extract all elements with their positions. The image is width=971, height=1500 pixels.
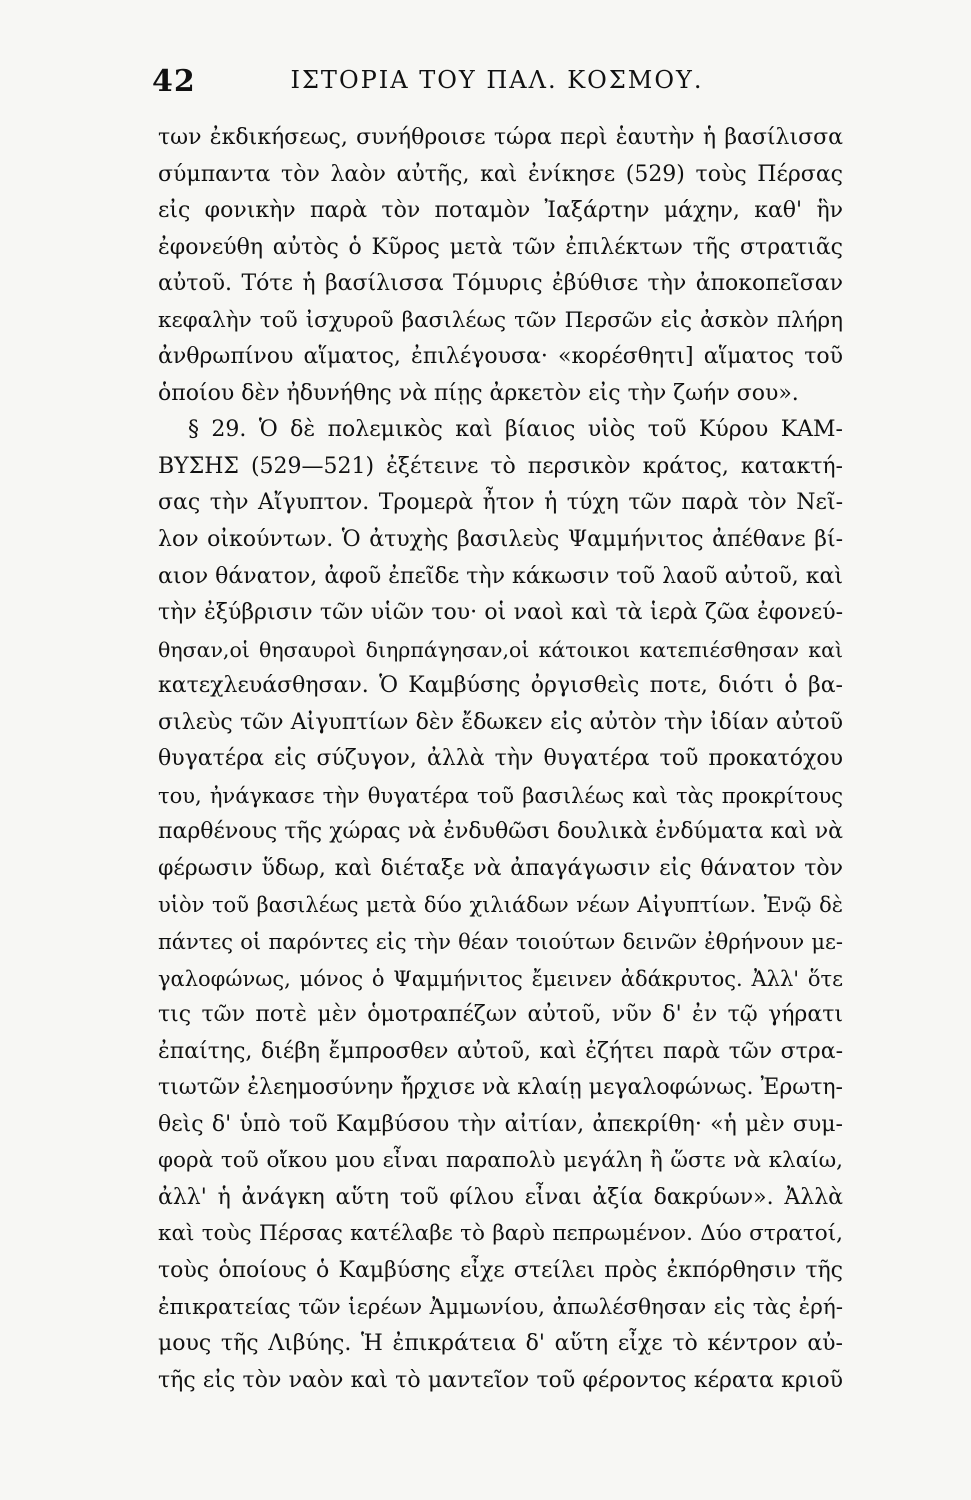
- text-line: εἰς φονικὴν παρὰ τὸν ποταμὸν Ἰαξάρτην μάχην, καθ' ἣν: [158, 198, 843, 224]
- text-line: τις τῶν ποτὲ μὲν ὁμοτραπέζων αὐτοῦ, νῦν δ' ἐν τῷ γήρατι: [158, 1002, 843, 1028]
- text-line: τῆς εἰς τὸν ναὸν καὶ τὸ μαντεῖον τοῦ φέροντος κέρατα κριοῦ: [158, 1367, 843, 1393]
- text-line: κεφαλὴν τοῦ ἰσχυροῦ βασιλέως τῶν Περσῶν εἰς ἀσκὸν πλήρη: [158, 307, 843, 333]
- text-line: τοὺς ὁποίους ὁ Καμβύσης εἶχε στείλει πρὸς ἐκπόρθησιν τῆς: [158, 1257, 843, 1283]
- text-line: ὁποίου δὲν ἠδυνήθης νὰ πίῃς ἀρκετὸν εἰς τὴν ζωήν σου».: [158, 380, 799, 406]
- text-line: ἐπαίτης, διέβη ἔμπροσθεν αὐτοῦ, καὶ ἐζήτει παρὰ τῶν στρα-: [158, 1038, 843, 1064]
- text-line: σας τὴν Αἴγυπτον. Τρομερὰ ἦτον ἡ τύχη τῶν παρὰ τὸν Νεῖ-: [158, 490, 843, 516]
- text-line: ΒΥΣΗΣ (529—521) ἐξέτεινε τὸ περσικὸν κράτος, κατακτή-: [158, 453, 843, 479]
- section-heading-line: § 29. Ὁ δὲ πολεμικὸς καὶ βίαιος υἱὸς τοῦ Κύρου ΚΑΜ-: [188, 417, 843, 443]
- page-header: [152, 64, 842, 104]
- text-line: αὐτοῦ. Τότε ἡ βασίλισσα Τόμυρις ἐβύθισε τὴν ἀποκοπεῖσαν: [158, 271, 843, 297]
- running-title: ΙΣΤΟΡΙΑ ΤΟΥ ΠΑΛ. ΚΟΣΜΟΥ.: [290, 66, 704, 94]
- text-line: θεὶς δ' ὑπὸ τοῦ Καμβύσου τὴν αἰτίαν, ἀπεκρίθη· «ἡ μὲν συμ-: [158, 1111, 843, 1137]
- text-line: τιωτῶν ἐλεημοσύνην ἤρχισε νὰ κλαίῃ μεγαλοφώνως. Ἐρωτη-: [158, 1075, 843, 1101]
- text-line: ἐφονεύθη αὐτὸς ὁ Κῦρος μετὰ τῶν ἐπιλέκτων τῆς στρατιᾶς: [158, 234, 843, 260]
- text-line: του, ἠνάγκασε τὴν θυγατέρα τοῦ βασιλέως καὶ τὰς προκρίτους: [158, 783, 843, 808]
- text-line: σύμπαντα τὸν λαὸν αὐτῆς, καὶ ἐνίκησε (529) τοὺς Πέρσας: [158, 161, 843, 187]
- text-line: λον οἰκούντων. Ὁ ἀτυχὴς βασιλεὺς Ψαμμήνιτος ἀπέθανε βί-: [158, 527, 843, 553]
- text-line: θησαν,οἱ θησαυροὶ διηρπάγησαν,οἱ κάτοικοι κατεπιέσθησαν καὶ: [158, 637, 843, 662]
- text-line: ἀνθρωπίνου αἵματος, ἐπιλέγουσα· «κορέσθητι] αἵματος τοῦ: [158, 344, 843, 370]
- text-line: φέρωσιν ὕδωρ, καὶ διέταξε νὰ ἀπαγάγωσιν εἰς θάνατον τὸν: [158, 855, 843, 881]
- text-line: ἐπικρατείας τῶν ἱερέων Ἀμμωνίου, ἀπωλέσθησαν εἰς τὰς ἐρή-: [158, 1294, 843, 1320]
- text-line: κατεχλευάσθησαν. Ὁ Καμβύσης ὀργισθεὶς ποτε, διότι ὁ βα-: [158, 673, 843, 699]
- text-line: υἱὸν τοῦ βασιλέως μετὰ δύο χιλιάδων νέων Αἰγυπτίων. Ἐνῷ δὲ: [158, 893, 843, 918]
- text-line: των ἐκδικήσεως, συνήθροισε τώρα περὶ ἑαυτὴν ἡ βασίλισσα: [158, 125, 843, 150]
- text-line: σιλεὺς τῶν Αἰγυπτίων δὲν ἔδωκεν εἰς αὐτὸν τὴν ἰδίαν αὐτοῦ: [158, 709, 843, 735]
- text-line: παρθένους τῆς χώρας νὰ ἐνδυθῶσι δουλικὰ ἐνδύματα καὶ νὰ: [158, 819, 843, 845]
- text-line: ἀλλ' ἡ ἀνάγκη αὕτη τοῦ φίλου εἶναι ἀξία δακρύων». Ἀλλὰ: [158, 1184, 843, 1210]
- text-line: φορὰ τοῦ οἴκου μου εἶναι παραπολὺ μεγάλη ἢ ὥστε νὰ κλαίω,: [158, 1148, 843, 1174]
- text-line: γαλοφώνως, μόνος ὁ Ψαμμήνιτος ἔμεινεν ἀδάκρυτος. Ἀλλ' ὅτε: [158, 966, 843, 991]
- page-body: [158, 120, 843, 1399]
- text-line: τὴν ἐξύβρισιν τῶν υἱῶν του· οἱ ναοὶ καὶ τὰ ἱερὰ ζῶα ἐφονεύ-: [158, 600, 843, 626]
- text-line: μους τῆς Λιβύης. Ἡ ἐπικράτεια δ' αὕτη εἶχε τὸ κέντρον αὐ-: [158, 1331, 843, 1357]
- text-line: καὶ τοὺς Πέρσας κατέλαβε τὸ βαρὺ πεπρωμένον. Δύο στρατοί,: [158, 1221, 843, 1247]
- text-line: αιον θάνατον, ἀφοῦ ἐπεῖδε τὴν κάκωσιν τοῦ λαοῦ αὐτοῦ, καὶ: [158, 563, 843, 589]
- page-number: 42: [152, 64, 196, 99]
- text-line: πάντες οἱ παρόντες εἰς τὴν θέαν τοιούτων δεινῶν ἐθρήνουν με-: [158, 930, 843, 955]
- text-line: θυγατέρα εἰς σύζυγον, ἀλλὰ τὴν θυγατέρα τοῦ προκατόχου: [158, 746, 843, 772]
